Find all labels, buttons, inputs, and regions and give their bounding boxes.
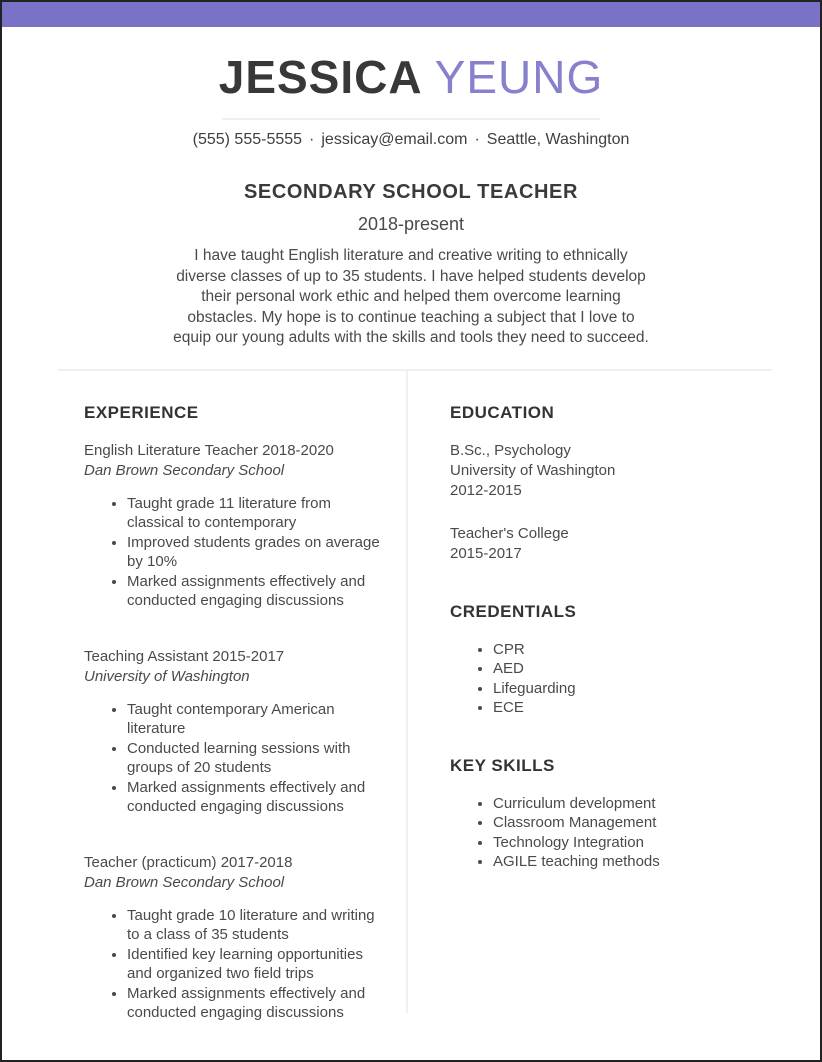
credentials-section [450,602,790,718]
job-organization: Dan Brown Secondary School [84,873,285,891]
job-entry [84,647,382,817]
job-bullet: • Marked assignments effectively and conducted engaging discussions [127,984,382,1023]
job-bullet: • Taught grade 11 literature from classical to contemporary [127,494,382,533]
experience-section [2,371,408,1021]
candidate-name [2,53,820,101]
job-bullet: • Marked assignments effectively and conducted engaging discussions [127,778,382,817]
job-bullet-list [84,494,382,611]
job-title: Teacher (practicum) 2017-2018 [84,853,293,871]
contact-separator-dot: · [474,131,480,148]
job-bullet: • Marked assignments effectively and conducted engaging discussions [127,572,382,611]
job-bullet: • Conducted learning sessions with groups of 20 students [127,739,382,778]
job-title: English Literature Teacher 2018-2020 [84,441,334,459]
skill-item: • AGILE teaching methods [493,852,790,872]
key-skills-list [450,794,790,872]
contact-separator-dot: · [309,131,315,148]
job-bullet: • Identified key learning opportunities and organized two field trips [127,945,382,984]
two-column-body [2,371,820,1021]
email-address: jessicay@email.com [321,131,468,148]
experience-heading: EXPERIENCE [84,402,199,422]
job-bullet: • Taught grade 10 literature and writing to a class of 35 students [127,906,382,945]
current-role-title: SECONDARY SCHOOL TEACHER [243,181,579,203]
phone-number: (555) 555-5555 [192,131,303,148]
key-skills-heading: KEY SKILLS [450,755,555,775]
skill-item: • Classroom Management [493,813,790,833]
credential-item: • Lifeguarding [493,679,790,699]
education-section [450,403,790,564]
job-bullet: • Improved students grades on average by 10% [127,533,382,572]
education-heading: EDUCATION [450,402,555,422]
job-organization: University of Washington [84,667,250,685]
credentials-heading: CREDENTIALS [450,601,577,621]
job-bullet-list [84,700,382,817]
education-line: University of Washington [450,461,616,479]
education-line: 2012-2015 [450,481,522,499]
resume-header [2,53,820,349]
job-organization: Dan Brown Secondary School [84,461,285,479]
key-skills-section [450,756,790,872]
job-bullet: • Taught contemporary American literature [127,700,382,739]
credential-item: • CPR [493,640,790,660]
skill-item: • Technology Integration [493,833,790,853]
contact-line [2,131,820,149]
name-divider [222,118,600,120]
accent-top-bar [2,2,820,27]
last-name: YEUNG [434,51,604,103]
credential-item: • AED [493,659,790,679]
skill-item: • Curriculum development [493,794,790,814]
education-line: 2015-2017 [450,544,522,562]
tenure-dates: 2018-present [357,214,465,234]
credential-item: • ECE [493,698,790,718]
education-line: Teacher's College [450,524,569,542]
right-column [408,371,820,1013]
location-text: Seattle, Washington [486,131,630,148]
summary-paragraph: I have taught English literature and creative writing to ethnically diverse classes of up to 35 students. I have helped students develop their personal work ethic and helped them overcome learning obstacles. My hope is to continue teaching a subject that I love to equip our young adults with the skills and tools they need to succeed. [173,247,649,346]
job-bullet-list [84,906,382,1023]
education-entry [450,441,790,501]
first-name: JESSICA [218,51,421,103]
education-entry [450,524,790,564]
education-line: B.Sc., Psychology [450,441,571,459]
job-title: Teaching Assistant 2015-2017 [84,647,285,665]
job-entry [84,441,382,611]
credentials-list [450,640,790,718]
job-entry [84,853,382,1023]
